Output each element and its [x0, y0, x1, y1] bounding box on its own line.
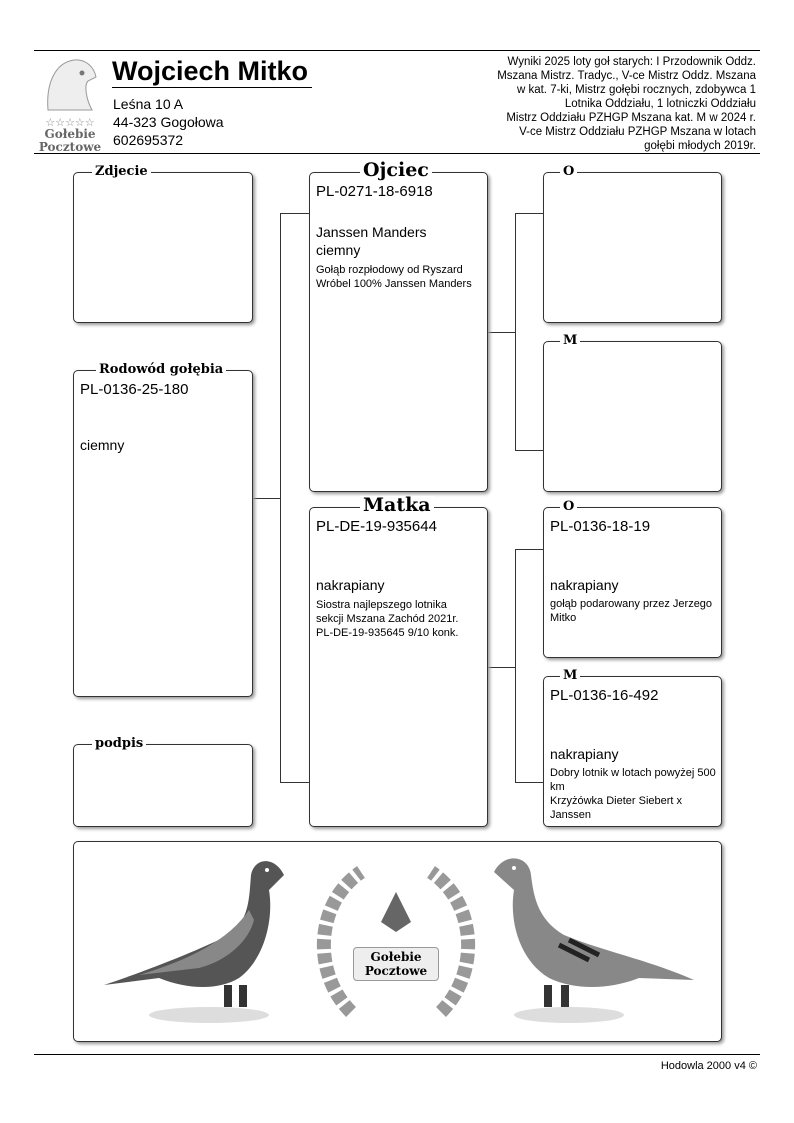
- mother-note: Siostra najlepszego lotnika sekcji Mszana Zachód 2021r. PL-DE-19-935645 9/10 konk.: [316, 599, 459, 639]
- logo-text: Gołebie: [44, 127, 96, 141]
- mf-ring: PL-0136-18-19: [550, 518, 651, 535]
- father-ring: PL-0271-18-6918: [316, 183, 433, 200]
- signature-label: podpis: [92, 735, 146, 753]
- father-box: [309, 159, 488, 492]
- city: 44-323 Gogołowa: [113, 114, 224, 130]
- mf-note: gołąb podarowany przez Jerzego Mitko: [550, 598, 713, 624]
- mother-box: [309, 494, 488, 827]
- address: Leśna 10 A: [113, 96, 184, 112]
- mother-label: Matka: [360, 496, 434, 514]
- father-breed: Janssen Manders: [316, 224, 427, 240]
- maternal-grandfather-box: O PL-0136-18-19 nakrapiany gołąb podarowany przez Jerzego Mitko: [543, 507, 722, 658]
- logo: [37, 55, 103, 154]
- maternal-grandmother-box: M PL-0136-16-492 nakrapiany Dobry lotnik w lotach powyżej 500 km Krzyżówka Dieter Siebert x Janssen: [543, 676, 722, 827]
- pigeon-box: [73, 362, 253, 697]
- paternal-grandmother-box: M: [543, 341, 722, 492]
- laurel-wreath-icon: [311, 852, 481, 1032]
- footer-rule: [34, 1054, 760, 1055]
- signature-box: [73, 736, 253, 827]
- paternal-grandfather-box: O: [543, 172, 722, 323]
- breeder-contact: [113, 95, 224, 149]
- mm-note: Dobry lotnik w lotach powyżej 500 km Krzyżówka Dieter Siebert x Janssen: [550, 767, 716, 821]
- mother-color: nakrapiany: [316, 577, 385, 593]
- pigeon-ring: PL-0136-25-180: [80, 381, 189, 398]
- father-label: Ojciec: [360, 161, 432, 179]
- pigeon-color: ciemny: [80, 437, 125, 453]
- mf-color: nakrapiany: [550, 577, 619, 593]
- stars-icon: ☆☆☆☆☆: [45, 117, 95, 129]
- mm-ring: PL-0136-16-492: [550, 687, 659, 704]
- pigeon-head-icon: [40, 55, 100, 113]
- banner: [73, 841, 722, 1042]
- header-bottom-rule: [34, 153, 760, 154]
- mother-ring: PL-DE-19-935644: [316, 518, 437, 535]
- photo-box: [73, 164, 253, 323]
- father-color: ciemny: [316, 242, 361, 258]
- pigeon-label: Rodowód gołębia: [96, 361, 226, 379]
- photo-label: Zdjecie: [92, 163, 151, 181]
- banner-logo: Gołebie Pocztowe: [311, 852, 481, 1032]
- father-note: Gołąb rozpłodowy od Ryszard Wróbel 100% Janssen Manders: [316, 264, 472, 290]
- results-text: Wyniki 2025 loty goł starych: I Przodownik Oddz. Mszana Mistrz. Tradyc., V-ce Mistrz Oddz. Mszana w kat. 7-ki, Mistrz gołębi rocznych, zdobywca 1 Lotnika Oddziału, 1 lotniczki Oddziału Mistrz Oddziału PZHGP Mszana kat. M w 2024 r. V-ce Mistrz Oddziału PZHGP Mszana w lotach gołębi młodych 2019r.: [497, 56, 756, 152]
- mm-color: nakrapiany: [550, 746, 619, 762]
- footer-text: Hodowla 2000 v4 ©: [660, 1060, 757, 1072]
- header-top-rule: [34, 50, 760, 51]
- pigeon-right-image: [489, 850, 699, 1030]
- logo-text: Pocztowe: [38, 140, 102, 154]
- phone: 602695372: [113, 132, 184, 148]
- pigeon-left-image: [99, 850, 299, 1030]
- breeder-name: Wojciech Mitko: [112, 55, 312, 88]
